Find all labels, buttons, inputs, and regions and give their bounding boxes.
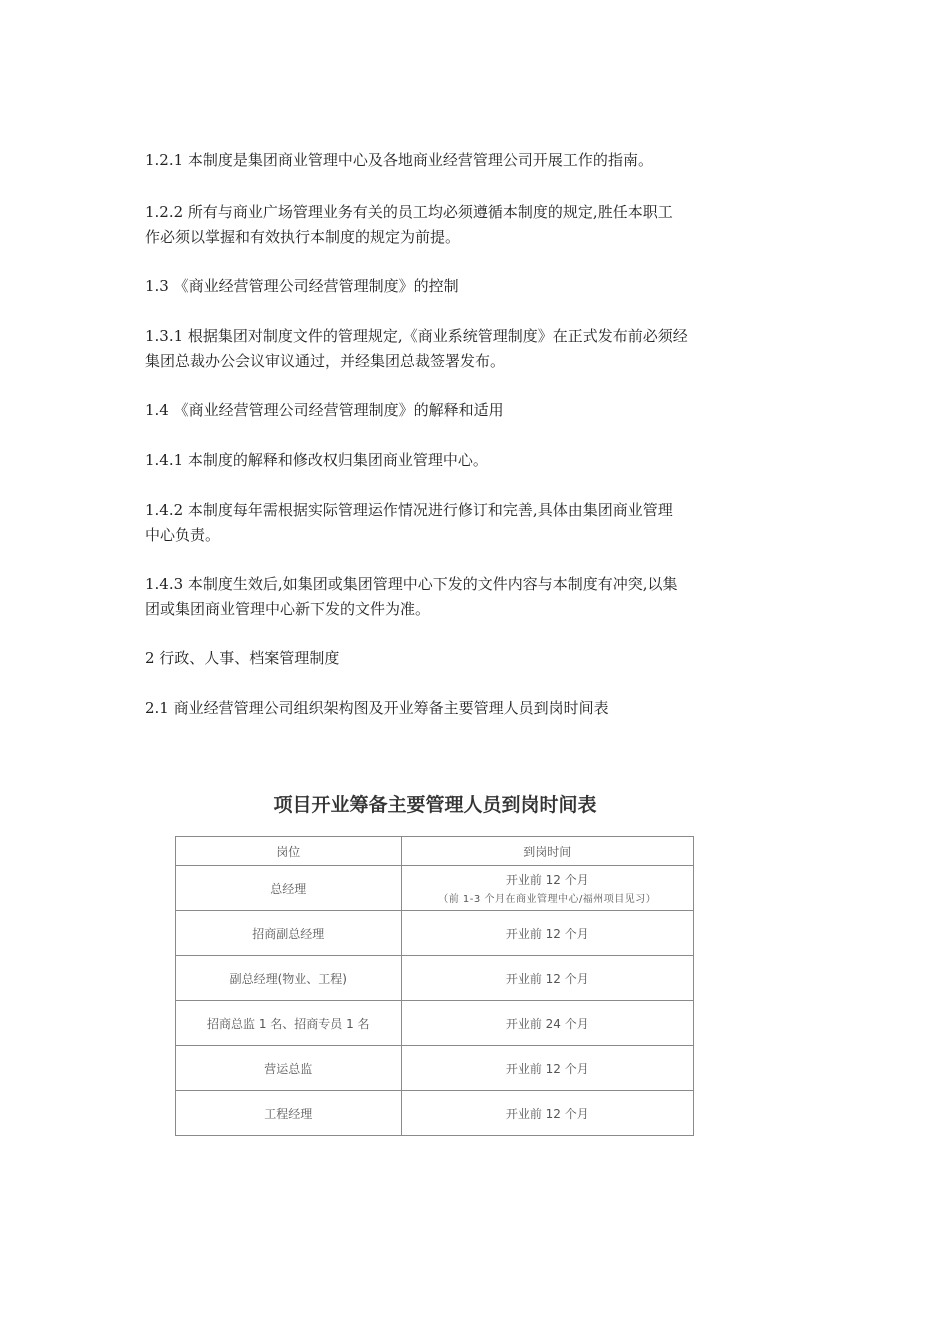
cell-arrival-time: 开业前 12 个月 bbox=[401, 956, 693, 1001]
paragraph-1-4-3-line-1: 1.4.3 本制度生效后,如集团或集团管理中心下发的文件内容与本制度有冲突,以集 bbox=[145, 575, 678, 593]
paragraph-1-4-2-line-1: 1.4.2 本制度每年需根据实际管理运作情况进行修订和完善,具体由集团商业管理 bbox=[145, 501, 673, 519]
table-row bbox=[176, 911, 694, 956]
arrival-time-note: （前 1-3 个月在商业管理中心/福州项目见习） bbox=[438, 894, 657, 905]
paragraph-1-3-1-line-1: 1.3.1 根据集团对制度文件的管理规定,《商业系统管理制度》在正式发布前必须经 bbox=[145, 327, 688, 345]
paragraph-1-2-1: 1.2.1 本制度是集团商业管理中心及各地商业经营管理公司开展工作的指南。 bbox=[145, 151, 653, 169]
paragraph-1-4-3-line-2: 团或集团商业管理中心新下发的文件为准。 bbox=[145, 600, 431, 618]
header-arrival-time: 到岗时间 bbox=[401, 837, 693, 866]
paragraph-1-4-1: 1.4.1 本制度的解释和修改权归集团商业管理中心。 bbox=[145, 451, 488, 469]
table-row bbox=[176, 1001, 694, 1046]
cell-arrival-time bbox=[401, 866, 693, 911]
paragraph-1-2-2-line-2: 作必须以掌握和有效执行本制度的规定为前提。 bbox=[145, 228, 461, 246]
table-header-row bbox=[176, 837, 694, 866]
paragraph-1-4-2-line-2: 中心负责。 bbox=[145, 526, 221, 544]
paragraph-1-2-2-line-1: 1.2.2 所有与商业广场管理业务有关的员工均必须遵循本制度的规定,胜任本职工 bbox=[145, 203, 673, 221]
schedule-table-figure bbox=[175, 790, 695, 1136]
cell-position: 招商总监 1 名、招商专员 1 名 bbox=[176, 1001, 402, 1046]
table-row bbox=[176, 1046, 694, 1091]
table-row bbox=[176, 956, 694, 1001]
table-title: 项目开业筹备主要管理人员到岗时间表 bbox=[273, 794, 597, 816]
cell-arrival-time: 开业前 24 个月 bbox=[401, 1001, 693, 1046]
cell-position: 营运总监 bbox=[176, 1046, 402, 1091]
cell-arrival-time: 开业前 12 个月 bbox=[401, 1091, 693, 1136]
cell-position: 副总经理(物业、工程) bbox=[176, 956, 402, 1001]
table-row bbox=[176, 866, 694, 911]
cell-position: 总经理 bbox=[176, 866, 402, 911]
header-position: 岗位 bbox=[176, 837, 402, 866]
schedule-table bbox=[175, 836, 694, 1136]
table-row bbox=[176, 1091, 694, 1136]
heading-1-4: 1.4 《商业经营管理公司经营管理制度》的解释和适用 bbox=[145, 401, 504, 419]
heading-2: 2 行政、人事、档案管理制度 bbox=[145, 649, 340, 667]
paragraph-1-3-1-line-2: 集团总裁办公会议审议通过，并经集团总裁签署发布。 bbox=[145, 352, 506, 370]
heading-1-3: 1.3 《商业经营管理公司经营管理制度》的控制 bbox=[145, 277, 459, 295]
arrival-time-text: 开业前 12 个月 bbox=[505, 873, 589, 887]
cell-position: 招商副总经理 bbox=[176, 911, 402, 956]
cell-position: 工程经理 bbox=[176, 1091, 402, 1136]
cell-arrival-time: 开业前 12 个月 bbox=[401, 1046, 693, 1091]
cell-arrival-time: 开业前 12 个月 bbox=[401, 911, 693, 956]
heading-2-1: 2.1 商业经营管理公司组织架构图及开业筹备主要管理人员到岗时间表 bbox=[145, 699, 609, 717]
